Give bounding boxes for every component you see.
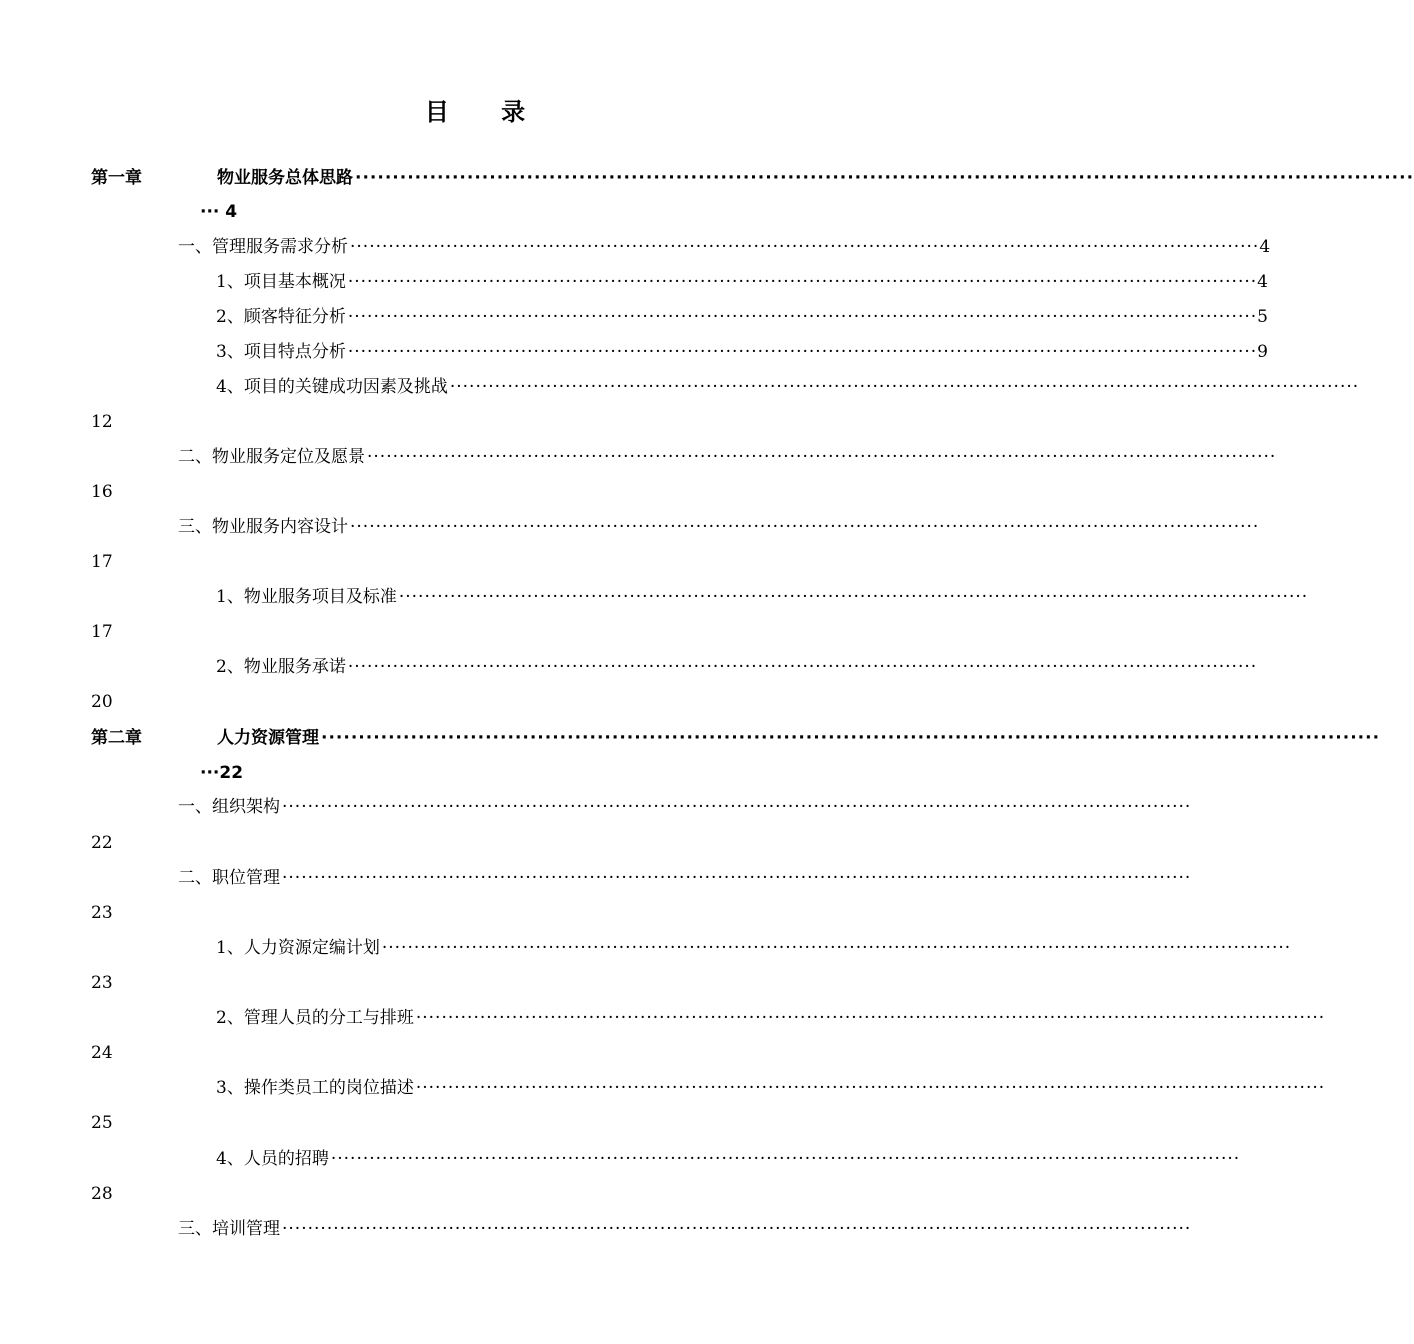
- toc-entry-section[interactable]: [178, 864, 1192, 892]
- toc-entry-chapter-1[interactable]: [217, 164, 1414, 192]
- toc-entry-label: 1、人力资源定编计划: [216, 938, 380, 958]
- toc-entry-subsection[interactable]: [216, 268, 1268, 296]
- toc-entry-section[interactable]: [178, 443, 1277, 471]
- toc-page-number: 12: [91, 412, 113, 432]
- toc-page-number: 23: [91, 903, 113, 923]
- toc-page-number: 22: [91, 833, 113, 853]
- toc-page-number: 5: [1257, 307, 1268, 327]
- toc-entry-label: 4、项目的关键成功因素及挑战: [216, 377, 448, 397]
- toc-leader: ··············································································································································: [347, 307, 1258, 327]
- toc-leader: ··············································································································································: [415, 1008, 1326, 1028]
- chapter-2-page: ···22: [200, 763, 244, 783]
- toc-entry-label: 2、管理人员的分工与排班: [216, 1008, 414, 1028]
- toc-entry-section[interactable]: [178, 233, 1271, 261]
- toc-leader: ··············································································································································: [381, 938, 1292, 958]
- toc-entry-label: 二、职位管理: [178, 868, 280, 888]
- toc-entry-section[interactable]: [178, 1215, 1192, 1243]
- toc-entry-label: 二、物业服务定位及愿景: [178, 447, 365, 467]
- toc-entry-label: 一、组织架构: [178, 797, 280, 817]
- chapter-2-number: 第二章: [91, 728, 142, 748]
- toc-leader: ··············································································································································: [282, 797, 1192, 817]
- toc-leader: ··············································································································································: [321, 728, 1381, 748]
- toc-page-number: 9: [1257, 342, 1268, 362]
- toc-leader: ··············································································································································: [449, 377, 1360, 397]
- toc-title: 目 录: [424, 98, 548, 126]
- toc-page-number: 4: [1257, 272, 1268, 292]
- toc-page-number: 20: [91, 692, 113, 712]
- chapter-1-number: 第一章: [91, 168, 142, 188]
- toc-entry-label: 3、操作类员工的岗位描述: [216, 1078, 414, 1098]
- toc-entry-label: 3、项目特点分析: [216, 342, 346, 362]
- toc-page-number: 16: [91, 482, 113, 502]
- toc-entry-subsection[interactable]: [216, 303, 1268, 331]
- toc-entry-label: 一、管理服务需求分析: [178, 237, 348, 257]
- toc-page-number: 24: [91, 1043, 113, 1063]
- toc-page-number: 4: [1259, 237, 1271, 257]
- toc-entry-subsection[interactable]: [216, 934, 1292, 962]
- toc-leader: ··············································································································································: [282, 868, 1192, 888]
- toc-leader: ··············································································································································: [282, 1219, 1192, 1239]
- toc-entry-label: 4、人员的招聘: [216, 1149, 329, 1169]
- toc-entry-label: 三、物业服务内容设计: [178, 517, 348, 537]
- toc-entry-label: 三、培训管理: [178, 1219, 280, 1239]
- toc-leader: ··············································································································································: [367, 447, 1277, 467]
- toc-leader: ··············································································································································: [347, 657, 1258, 677]
- toc-entry-label: 2、物业服务承诺: [216, 657, 346, 677]
- toc-entry-section[interactable]: [178, 513, 1260, 541]
- toc-entry-subsection[interactable]: [216, 1145, 1241, 1173]
- toc-entry-chapter-2[interactable]: [217, 724, 1381, 752]
- chapter-1-page: ··· 4: [200, 202, 238, 222]
- toc-leader: ··············································································································································: [347, 342, 1258, 362]
- toc-page-number: 28: [91, 1184, 113, 1204]
- toc-leader: ··············································································································································: [330, 1149, 1241, 1169]
- toc-entry-label: 物业服务总体思路: [217, 168, 353, 188]
- toc-leader: ··············································································································································: [398, 587, 1309, 607]
- toc-entry-subsection[interactable]: [216, 583, 1309, 611]
- toc-entry-label: 1、物业服务项目及标准: [216, 587, 397, 607]
- toc-leader: ··············································································································································: [350, 517, 1260, 537]
- toc-leader: ··············································································································································: [347, 272, 1258, 292]
- toc-entry-subsection[interactable]: [216, 1004, 1326, 1032]
- toc-entry-label: 人力资源管理: [217, 728, 319, 748]
- toc-entry-label: 2、顾客特征分析: [216, 307, 346, 327]
- toc-entry-label: 1、项目基本概况: [216, 272, 346, 292]
- toc-page-number: 17: [91, 552, 113, 572]
- toc-entry-subsection[interactable]: [216, 653, 1258, 681]
- toc-entry-section[interactable]: [178, 793, 1192, 821]
- toc-entry-subsection[interactable]: [216, 338, 1268, 366]
- toc-entry-subsection[interactable]: [216, 1074, 1326, 1102]
- toc-page-number: 25: [91, 1113, 113, 1133]
- toc-leader: ··············································································································································: [350, 237, 1260, 257]
- toc-page-number: 23: [91, 973, 113, 993]
- toc-entry-subsection[interactable]: [216, 373, 1360, 401]
- toc-leader: ··············································································································································: [415, 1078, 1326, 1098]
- toc-page-number: 17: [91, 622, 113, 642]
- toc-leader: ··············································································································································: [355, 168, 1414, 188]
